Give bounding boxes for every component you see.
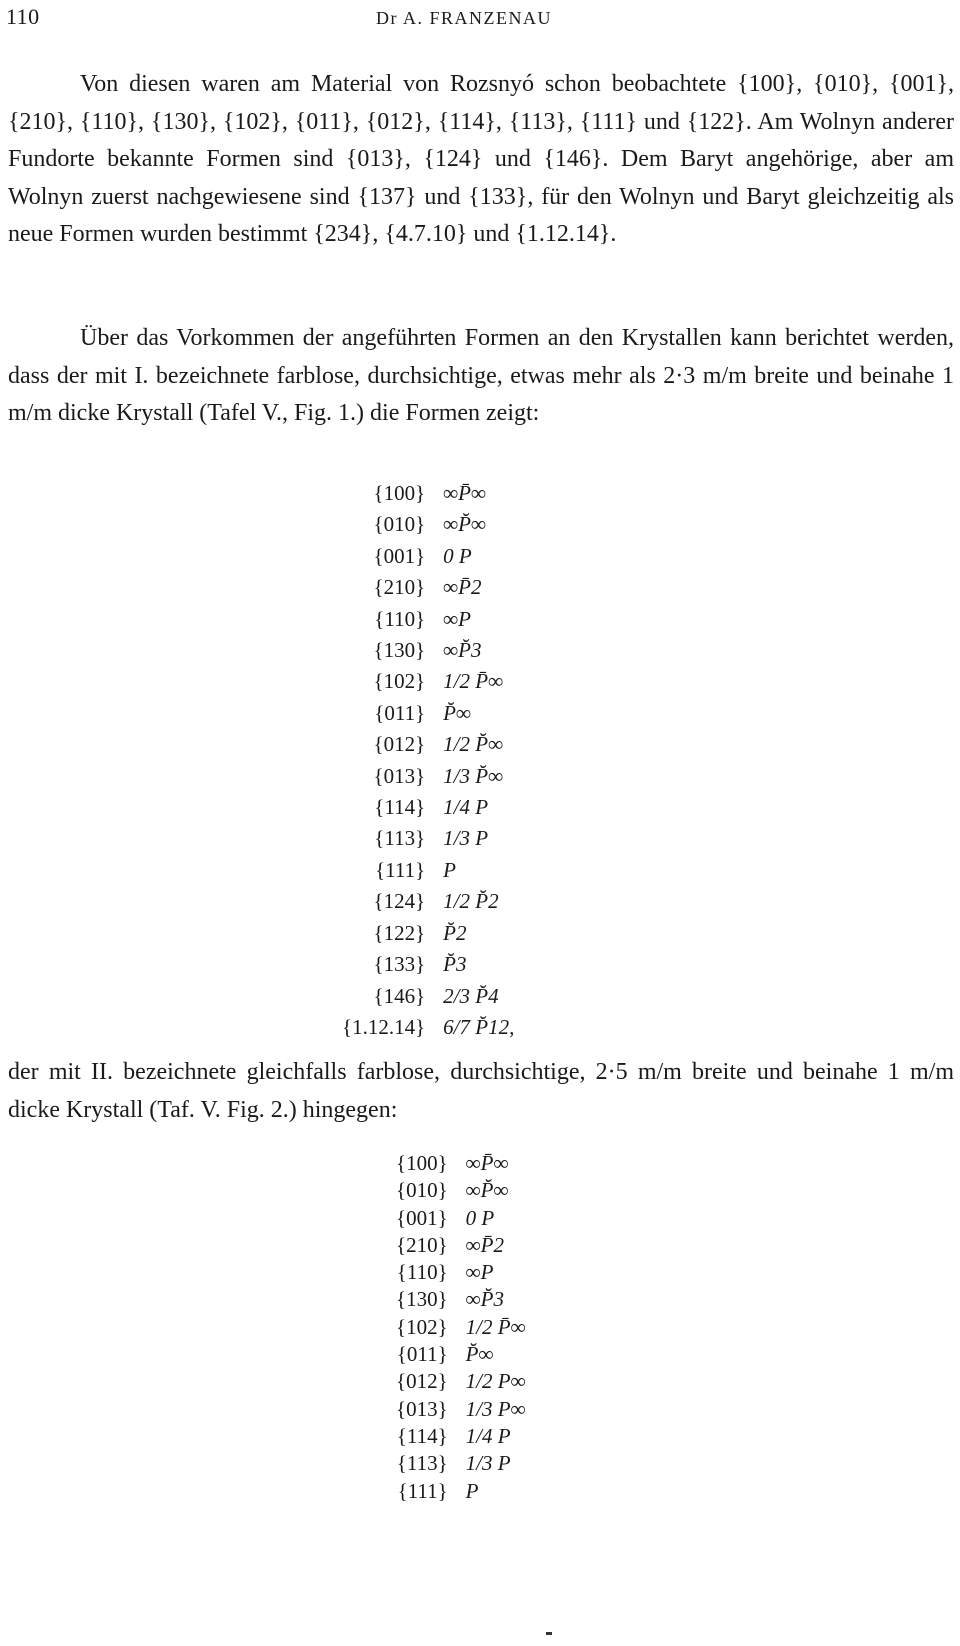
naumann-symbol: 1/2 P∞: [465, 1369, 526, 1394]
miller-index: {114}: [396, 1423, 448, 1448]
naumann-symbol: ∞P̄∞: [443, 481, 486, 505]
miller-index: {210}: [373, 575, 426, 600]
form-row: [396, 1423, 526, 1450]
form-row: [342, 949, 514, 980]
miller-index: {113}: [396, 1451, 448, 1476]
form-row: [342, 572, 514, 603]
miller-index: {146}: [373, 983, 426, 1008]
form-row: [396, 1150, 526, 1177]
miller-index: {110}: [374, 606, 426, 631]
miller-index: {102}: [396, 1314, 448, 1339]
miller-index: {114}: [374, 795, 426, 820]
miller-index: {130}: [396, 1287, 448, 1312]
miller-index: {001}: [373, 543, 426, 568]
naumann-symbol: ∞P̆3: [443, 638, 482, 663]
form-row: [342, 666, 514, 697]
naumann-symbol: P̆∞: [443, 700, 471, 725]
miller-index: {1.12.14}: [342, 1014, 426, 1039]
miller-index: {010}: [396, 1178, 448, 1203]
naumann-symbol: 0 P: [465, 1205, 495, 1230]
form-row: [396, 1177, 526, 1204]
form-row: [342, 981, 514, 1012]
miller-index: {011}: [374, 700, 426, 725]
form-row: [342, 478, 514, 509]
miller-index: {111}: [375, 857, 426, 882]
naumann-symbol: ∞P̆∞: [443, 512, 486, 537]
miller-index: {130}: [373, 638, 426, 663]
naumann-symbol: 2/3 P̆4: [443, 983, 499, 1008]
naumann-symbol: 1/2 P̄∞: [443, 669, 504, 694]
form-row: [342, 918, 514, 949]
naumann-symbol: ∞P̆3: [465, 1287, 504, 1312]
naumann-symbol: 1/3 P∞: [465, 1396, 526, 1421]
form-row: [342, 541, 514, 572]
paragraph-crystal-two-intro: der mit II. bezeichnete gleichfalls farblose, durchsichtige, 2·5 m/m breite und beinahe 1 m/m dicke Krystall (Taf. V. Fig. 2.) hingegen:: [8, 1059, 954, 1123]
naumann-symbol: 6/7 P̆12,: [443, 1014, 515, 1039]
naumann-symbol: 1/3 P: [465, 1451, 511, 1476]
form-row: [396, 1478, 526, 1505]
naumann-symbol: ∞P̆∞: [465, 1178, 509, 1203]
form-row: [396, 1396, 526, 1423]
naumann-symbol: P̆∞: [465, 1342, 494, 1367]
naumann-symbol: 1/2 P̆2: [443, 889, 499, 914]
miller-index: {110}: [396, 1260, 448, 1285]
naumann-symbol: 0 P: [443, 543, 472, 568]
form-row: [342, 509, 514, 540]
miller-index: {012}: [373, 732, 426, 757]
form-row: [342, 698, 514, 729]
miller-index: {100}: [373, 481, 426, 505]
page-number: 110: [6, 4, 40, 29]
naumann-symbol: 1/2 P̆∞: [443, 732, 504, 757]
naumann-symbol: ∞P: [443, 606, 471, 631]
form-row: [342, 729, 514, 760]
form-row: [342, 886, 514, 917]
form-row: [342, 604, 514, 635]
naumann-symbol: P̆3: [443, 952, 467, 977]
naumann-symbol: ∞P̄∞: [465, 1151, 509, 1175]
form-row: [396, 1286, 526, 1313]
miller-index: {100}: [396, 1151, 448, 1175]
paragraph-observed-forms: Von diesen waren am Material von Rozsnyó schon beobachtete {100}, {010}, {001}, {210}, {110}, {130}, {102}, {011}, {012}, {114}, {113}, {111} und {122}. Am Wolnyn anderer Fundorte bekannte Formen sind {013}, {124} und {146}. Dem Baryt angehörige, aber am Wolnyn zuerst nachgewiesene sind {137} und {133}, für den Wolnyn und Baryt gleichzeitig als neue Formen wurden bestimmt {234}, {4.7.10} und {1.12.14}.: [8, 71, 954, 247]
miller-index: {124}: [373, 889, 426, 914]
naumann-symbol: P: [443, 857, 456, 882]
form-row: [396, 1368, 526, 1395]
crystal-one-forms-table: [342, 478, 514, 1043]
miller-index: {113}: [374, 826, 426, 851]
page-header: [0, 4, 960, 32]
form-row: [396, 1205, 526, 1232]
miller-index: {111}: [397, 1478, 448, 1503]
footer-mark: [546, 1632, 552, 1635]
form-row: [342, 635, 514, 666]
naumann-symbol: ∞P: [465, 1260, 494, 1285]
form-row: [396, 1450, 526, 1477]
naumann-symbol: 1/3 P̆∞: [443, 763, 504, 788]
naumann-symbol: P: [465, 1478, 479, 1503]
miller-index: {011}: [396, 1342, 448, 1367]
miller-index: {001}: [396, 1205, 448, 1230]
miller-index: {012}: [396, 1369, 448, 1394]
form-row: [396, 1341, 526, 1368]
form-row: [342, 792, 514, 823]
naumann-symbol: P̆2: [443, 920, 467, 945]
form-row: [396, 1232, 526, 1259]
miller-index: {013}: [396, 1396, 448, 1421]
naumann-symbol: 1/4 P: [443, 795, 489, 820]
form-row: [342, 1012, 514, 1043]
running-head: Dr A. FRANZENAU: [376, 8, 553, 28]
form-row: [342, 855, 514, 886]
crystal-two-forms-table: [396, 1150, 526, 1505]
miller-index: {102}: [373, 669, 426, 694]
form-row: [342, 823, 514, 854]
naumann-symbol: 1/2 P̄∞: [465, 1314, 526, 1339]
naumann-symbol: 1/3 P: [443, 826, 489, 851]
miller-index: {122}: [373, 920, 426, 945]
paragraph-crystal-one-intro: Über das Vorkommen der angeführten Formen an den Krystallen kann berichtet werden, dass der mit I. bezeichnete farblose, durchsichtige, etwas mehr als 2·3 m/m breite und beinahe 1 m/m dicke Krystall (Tafel V., Fig. 1.) die Formen zeigt:: [8, 325, 954, 426]
form-row: [396, 1259, 526, 1286]
naumann-symbol: ∞P̄2: [443, 575, 482, 600]
miller-index: {133}: [373, 952, 426, 977]
miller-index: {210}: [396, 1232, 448, 1257]
miller-index: {010}: [373, 512, 426, 537]
miller-index: {013}: [373, 763, 426, 788]
naumann-symbol: ∞P̄2: [465, 1232, 504, 1257]
form-row: [396, 1314, 526, 1341]
naumann-symbol: 1/4 P: [465, 1423, 511, 1448]
form-row: [342, 761, 514, 792]
